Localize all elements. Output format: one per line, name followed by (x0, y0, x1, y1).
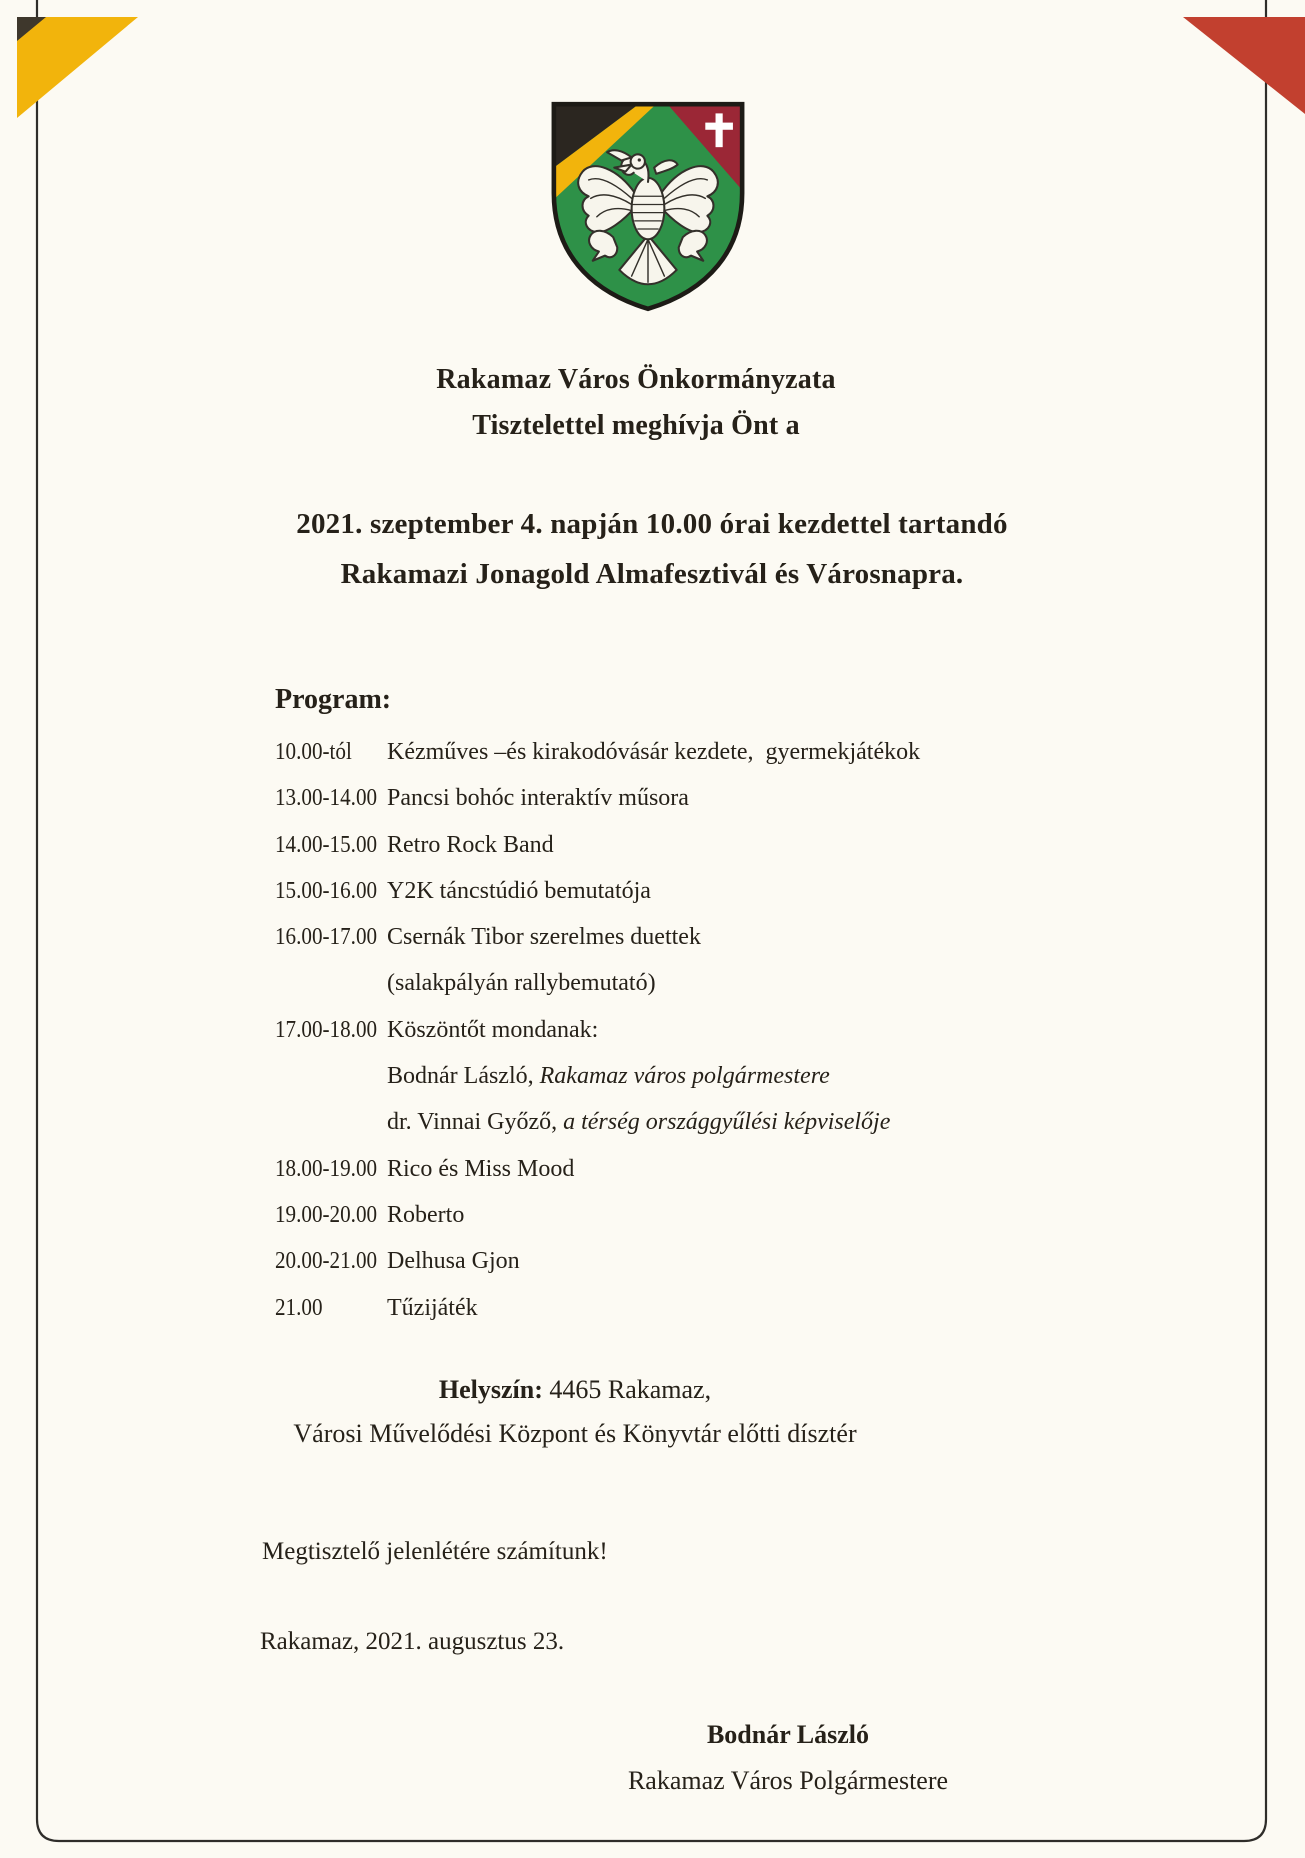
program-text-italic: Rakamaz város polgármestere (539, 1063, 830, 1090)
program-time: 13.00-14.00 (275, 785, 378, 812)
program-text-italic: a térség országgyűlési képviselője (563, 1109, 891, 1136)
program-row (275, 729, 1265, 775)
program-row (275, 1192, 1265, 1238)
program-time: 15.00-16.00 (275, 877, 378, 904)
program-text: Bodnár László, (387, 1063, 540, 1090)
corner-triangle-yellow (17, 17, 138, 118)
org-name: Rakamaz Város Önkormányzata (436, 364, 836, 395)
program-row (275, 1238, 1265, 1284)
program-text: dr. Vinnai Győző, (387, 1109, 564, 1136)
program-text: Pancsi bohóc interaktív műsora (387, 785, 689, 812)
program-text: Delhusa Gjon (387, 1248, 520, 1275)
venue-address: 4465 Rakamaz, (542, 1375, 712, 1404)
coat-of-arms (545, 96, 751, 316)
program-text: Retro Rock Band (387, 831, 554, 858)
program-text: Csernák Tibor szerelmes duettek (387, 924, 701, 951)
program-text: Y2K táncstúdió bemutatója (387, 877, 651, 904)
program-time: 21.00 (275, 1294, 323, 1321)
program-row (275, 868, 1265, 914)
program-heading: Program: (275, 684, 392, 715)
program-row (275, 1146, 1265, 1192)
program-time: 16.00-17.00 (275, 924, 378, 951)
date-line: Rakamaz, 2021. augusztus 23. (260, 1628, 565, 1655)
program-row (275, 960, 1265, 1006)
program-text: Roberto (387, 1201, 465, 1228)
program-row (275, 1053, 1265, 1099)
venue-line2: Városi Művelődési Központ és Könyvtár előtti dísztér (293, 1419, 857, 1448)
program-time: 20.00-21.00 (275, 1248, 378, 1275)
signature-title: Rakamaz Város Polgármestere (627, 1766, 949, 1795)
program-text: Tűzijáték (387, 1294, 478, 1321)
corner-triangle-red (1183, 17, 1305, 114)
program-text: (salakpályán rallybemutató) (387, 970, 656, 997)
signature-name: Bodnár László (706, 1720, 870, 1749)
invitation-lead: Tisztelettel meghívja Önt a (472, 410, 800, 441)
event-date-line: 2021. szeptember 4. napján 10.00 órai kezdettel tartandó (296, 508, 1008, 540)
event-name-line: Rakamazi Jonagold Almafesztivál és Városnapra. (340, 558, 964, 590)
closing-line: Megtisztelő jelenlétére számítunk! (262, 1538, 608, 1565)
program-time: 19.00-20.00 (275, 1201, 378, 1228)
program-schedule (275, 729, 1265, 1331)
program-row (275, 1099, 1265, 1145)
program-time: 10.00-tól (275, 739, 352, 765)
venue-line1 (225, 1375, 925, 1405)
program-time: 17.00-18.00 (275, 1016, 378, 1043)
program-time: 14.00-15.00 (275, 831, 378, 858)
program-time (275, 1053, 374, 1099)
program-text: Kézműves –és kirakodóvásár kezdete, gyermekjátékok (387, 739, 921, 765)
program-row (275, 775, 1265, 821)
venue-label: Helyszín: (438, 1375, 543, 1404)
program-time: 18.00-19.00 (275, 1155, 378, 1182)
program-text: Rico és Miss Mood (387, 1155, 575, 1182)
program-row (275, 914, 1265, 960)
program-row (275, 822, 1265, 868)
program-row (275, 1285, 1265, 1331)
program-row (275, 1007, 1265, 1053)
program-time (275, 1099, 374, 1145)
program-text: Köszöntőt mondanak: (387, 1016, 599, 1043)
program-time (275, 960, 374, 1006)
